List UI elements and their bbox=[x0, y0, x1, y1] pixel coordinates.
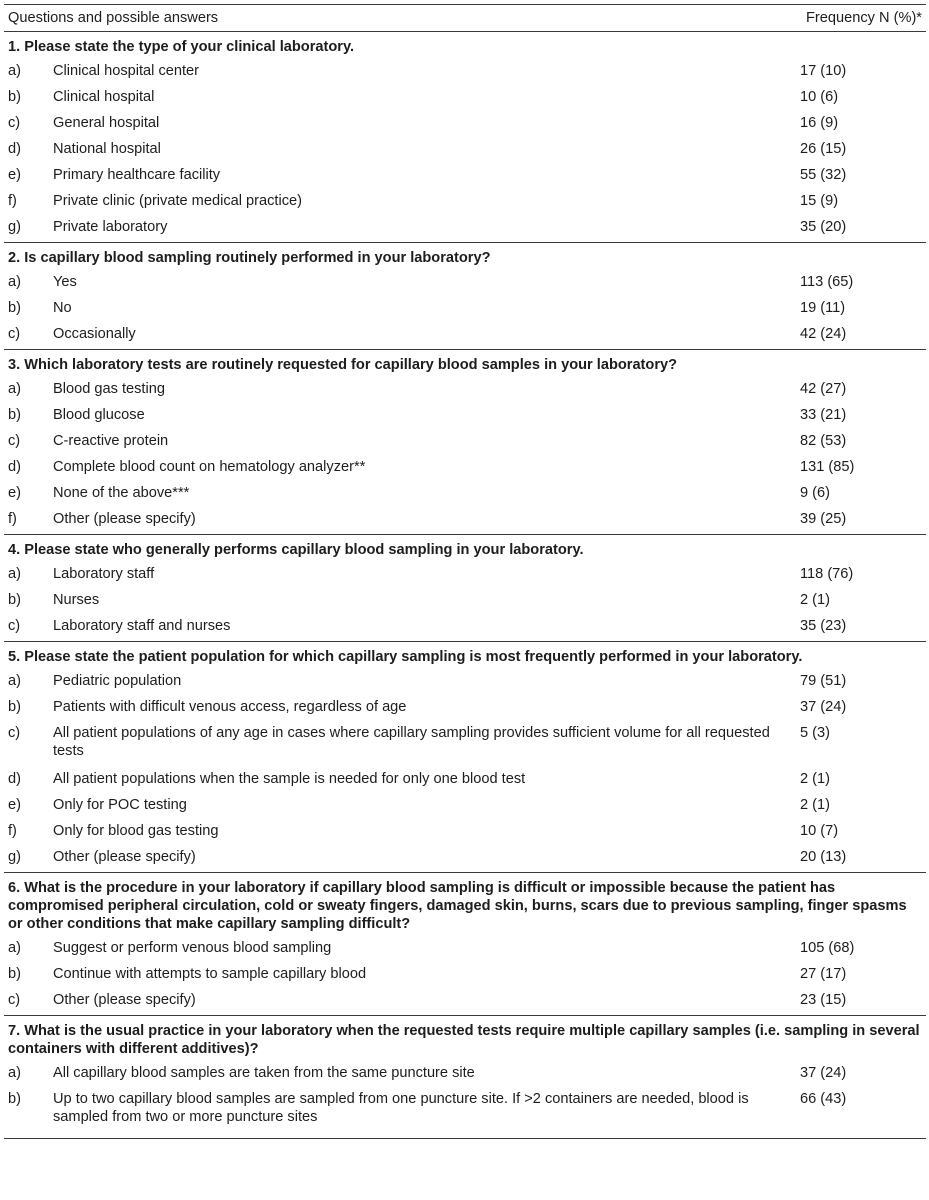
answer-letter: f) bbox=[8, 511, 17, 527]
answer-letter: c) bbox=[8, 725, 21, 741]
answer-letter: a) bbox=[8, 381, 21, 397]
answer-text: Laboratory staff bbox=[53, 566, 155, 582]
answer-frequency: 2 (1) bbox=[800, 771, 831, 787]
answer-text: Complete blood count on hematology analyzer** bbox=[53, 459, 366, 475]
answer-frequency: 105 (68) bbox=[800, 940, 855, 956]
answer-text: Other (please specify) bbox=[53, 849, 196, 865]
answer-row bbox=[4, 110, 926, 136]
answer-row bbox=[4, 587, 926, 613]
answer-letter: d) bbox=[8, 771, 21, 787]
answer-row bbox=[4, 56, 926, 84]
answer-frequency: 66 (43) bbox=[800, 1091, 847, 1107]
answer-text: Yes bbox=[53, 274, 77, 290]
survey-table bbox=[4, 4, 926, 1139]
answer-frequency: 39 (25) bbox=[800, 511, 847, 527]
answer-letter: e) bbox=[8, 485, 21, 501]
answer-letter: a) bbox=[8, 274, 21, 290]
answer-frequency: 55 (32) bbox=[800, 167, 847, 183]
answer-text: Laboratory staff and nurses bbox=[53, 618, 231, 634]
answer-text: Up to two capillary blood samples are sampled from one puncture site. If >2 containers are needed, blood is sampled from two or more puncture sites bbox=[53, 1091, 749, 1125]
answer-letter: c) bbox=[8, 992, 21, 1008]
answer-frequency: 17 (10) bbox=[800, 63, 847, 79]
answer-frequency: 9 (6) bbox=[800, 485, 831, 501]
answer-frequency: 5 (3) bbox=[800, 725, 831, 741]
answer-row bbox=[4, 188, 926, 214]
answer-text: Private laboratory bbox=[53, 219, 168, 235]
answer-row bbox=[4, 454, 926, 480]
answer-frequency: 35 (23) bbox=[800, 618, 847, 634]
answer-text: Blood glucose bbox=[53, 407, 145, 423]
answer-letter: b) bbox=[8, 966, 21, 982]
question-title: 2. Is capillary blood sampling routinely performed in your laboratory? bbox=[4, 242, 926, 267]
answer-letter: e) bbox=[8, 797, 21, 813]
answer-letter: f) bbox=[8, 823, 17, 839]
answer-row bbox=[4, 321, 926, 349]
answer-text: None of the above*** bbox=[53, 485, 190, 501]
answer-letter: d) bbox=[8, 141, 21, 157]
answer-letter: b) bbox=[8, 89, 21, 105]
answer-letter: c) bbox=[8, 618, 21, 634]
answer-frequency: 16 (9) bbox=[800, 115, 839, 131]
answer-frequency: 23 (15) bbox=[800, 992, 847, 1008]
answer-text: Blood gas testing bbox=[53, 381, 165, 397]
answer-frequency: 2 (1) bbox=[800, 592, 831, 608]
answer-letter: b) bbox=[8, 699, 21, 715]
answer-text: Primary healthcare facility bbox=[53, 167, 221, 183]
answer-row bbox=[4, 374, 926, 402]
answer-text: Pediatric population bbox=[53, 673, 182, 689]
answer-row bbox=[4, 480, 926, 506]
answer-row bbox=[4, 295, 926, 321]
answer-text: Continue with attempts to sample capillary blood bbox=[53, 966, 367, 982]
answer-frequency: 20 (13) bbox=[800, 849, 847, 865]
answer-text: Clinical hospital center bbox=[53, 63, 200, 79]
answer-letter: a) bbox=[8, 566, 21, 582]
answer-row bbox=[4, 792, 926, 818]
answer-row bbox=[4, 267, 926, 295]
answer-row bbox=[4, 818, 926, 844]
answer-text: Only for blood gas testing bbox=[53, 823, 219, 839]
answer-frequency: 15 (9) bbox=[800, 193, 839, 209]
answer-row bbox=[4, 666, 926, 694]
answer-text: All patient populations when the sample is needed for only one blood test bbox=[53, 771, 526, 787]
answer-text: General hospital bbox=[53, 115, 160, 131]
answer-letter: a) bbox=[8, 673, 21, 689]
answer-row bbox=[4, 136, 926, 162]
answer-frequency: 37 (24) bbox=[800, 699, 847, 715]
answer-letter: d) bbox=[8, 459, 21, 475]
answer-row bbox=[4, 961, 926, 987]
answer-letter: a) bbox=[8, 63, 21, 79]
answer-text: Other (please specify) bbox=[53, 992, 196, 1008]
answer-row bbox=[4, 1058, 926, 1086]
answer-row bbox=[4, 214, 926, 242]
answer-text: Only for POC testing bbox=[53, 797, 187, 813]
answer-text: All capillary blood samples are taken from the same puncture site bbox=[53, 1065, 475, 1081]
answer-text: Occasionally bbox=[53, 326, 136, 342]
answer-frequency: 35 (20) bbox=[800, 219, 847, 235]
answer-row bbox=[4, 694, 926, 720]
question-title: 3. Which laboratory tests are routinely requested for capillary blood samples in your laboratory? bbox=[4, 349, 926, 374]
answer-frequency: 113 (65) bbox=[800, 274, 854, 290]
answer-row bbox=[4, 559, 926, 587]
question-title: 1. Please state the type of your clinical laboratory. bbox=[8, 39, 355, 55]
answer-letter: b) bbox=[8, 1091, 21, 1107]
table-header bbox=[4, 4, 926, 32]
answer-row bbox=[4, 162, 926, 188]
table-bottom-rule bbox=[4, 1138, 926, 1139]
table-body bbox=[4, 32, 926, 1132]
answer-row bbox=[4, 1086, 926, 1132]
answer-frequency: 118 (76) bbox=[800, 566, 854, 582]
answer-letter: f) bbox=[8, 193, 17, 209]
answer-letter: b) bbox=[8, 407, 21, 423]
answer-frequency: 19 (11) bbox=[800, 300, 846, 316]
answer-letter: e) bbox=[8, 167, 21, 183]
answer-frequency: 26 (15) bbox=[800, 141, 847, 157]
answer-letter: b) bbox=[8, 592, 21, 608]
answer-frequency: 10 (6) bbox=[800, 89, 839, 105]
answer-row bbox=[4, 987, 926, 1015]
answer-frequency: 131 (85) bbox=[800, 459, 855, 475]
answer-row bbox=[4, 402, 926, 428]
question-title: 4. Please state who generally performs capillary blood sampling in your laboratory. bbox=[4, 534, 926, 559]
answer-frequency: 79 (51) bbox=[800, 673, 847, 689]
answer-text: C-reactive protein bbox=[53, 433, 169, 449]
answer-letter: b) bbox=[8, 300, 21, 316]
answer-row bbox=[4, 613, 926, 641]
answer-row bbox=[4, 84, 926, 110]
answer-text: Patients with difficult venous access, regardless of age bbox=[53, 699, 407, 715]
answer-text: National hospital bbox=[53, 141, 161, 157]
answer-row bbox=[4, 933, 926, 961]
answer-text: Other (please specify) bbox=[53, 511, 196, 527]
answer-frequency: 42 (24) bbox=[800, 326, 847, 342]
answer-frequency: 33 (21) bbox=[800, 407, 847, 423]
question-title: 7. What is the usual practice in your laboratory when the requested tests require multiple capillary samples (i.e. sampling in several containers with different additives)? bbox=[4, 1015, 926, 1058]
answer-letter: g) bbox=[8, 219, 21, 235]
answer-row bbox=[4, 506, 926, 534]
answer-row bbox=[4, 766, 926, 792]
answer-frequency: 10 (7) bbox=[800, 823, 839, 839]
question-title: 5. Please state the patient population for which capillary sampling is most frequently performed in your laboratory. bbox=[4, 641, 926, 666]
answer-row bbox=[4, 428, 926, 454]
answer-letter: c) bbox=[8, 433, 21, 449]
header-frequency: Frequency N (%)* bbox=[806, 10, 922, 26]
answer-letter: a) bbox=[8, 1065, 21, 1081]
answer-letter: a) bbox=[8, 940, 21, 956]
answer-frequency: 82 (53) bbox=[800, 433, 847, 449]
answer-row bbox=[4, 720, 926, 766]
answer-text: Nurses bbox=[53, 592, 100, 608]
answer-text: No bbox=[53, 300, 72, 316]
answer-frequency: 2 (1) bbox=[800, 797, 831, 813]
answer-frequency: 27 (17) bbox=[800, 966, 847, 982]
answer-text: Private clinic (private medical practice) bbox=[53, 193, 302, 209]
question-title: 6. What is the procedure in your laboratory if capillary blood sampling is difficult or impossible because the patient has compromised peripheral circulation, cold or sweaty fingers, damaged skin, burns, scars due to previous sampling, finger spasms or other conditions that make capillary sampling difficult? bbox=[4, 872, 926, 933]
answer-letter: g) bbox=[8, 849, 21, 865]
answer-text: Clinical hospital bbox=[53, 89, 155, 105]
answer-frequency: 42 (27) bbox=[800, 381, 847, 397]
answer-letter: c) bbox=[8, 115, 21, 131]
answer-text: All patient populations of any age in cases where capillary sampling provides sufficient volume for all requested tests bbox=[53, 725, 770, 759]
answer-text: Suggest or perform venous blood sampling bbox=[53, 940, 332, 956]
answer-letter: c) bbox=[8, 326, 21, 342]
header-questions: Questions and possible answers bbox=[8, 10, 219, 26]
answer-row bbox=[4, 844, 926, 872]
answer-frequency: 37 (24) bbox=[800, 1065, 847, 1081]
